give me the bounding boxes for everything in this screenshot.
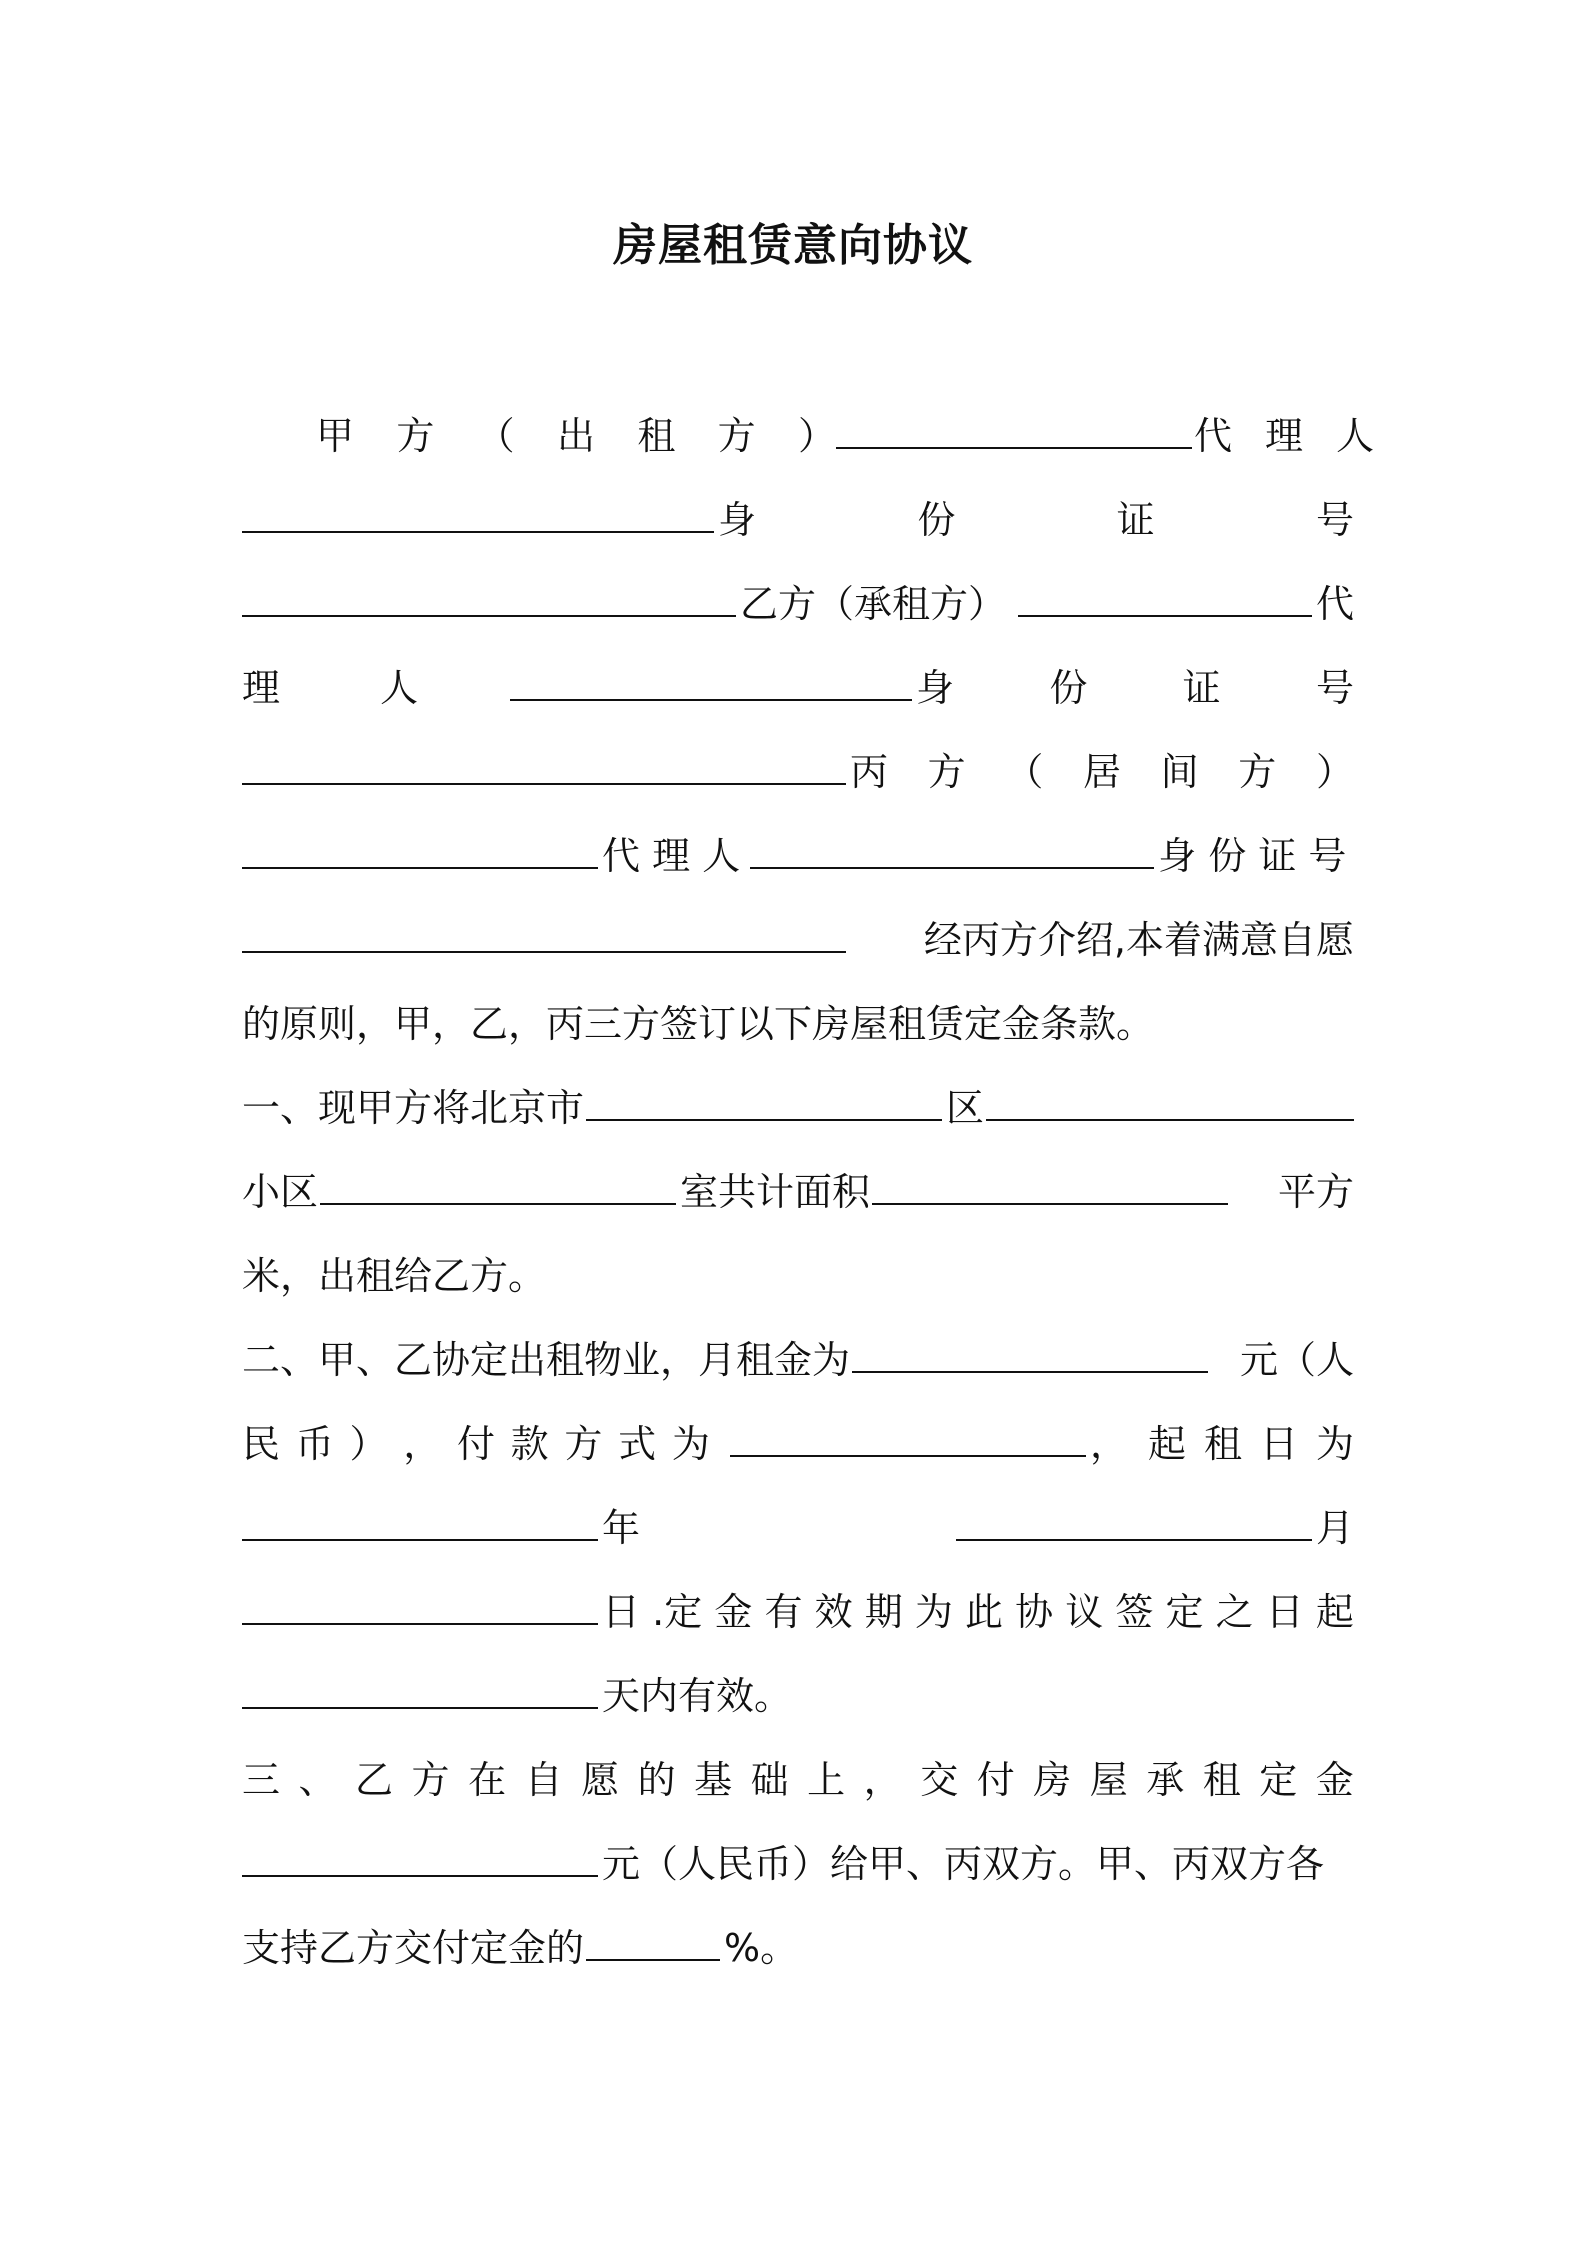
payment-method-label: 民 币 ） ， 付 款 方 式 为 (242, 1421, 710, 1466)
party-c-label: 丙 方 （ 居 间 方 ） (850, 749, 1354, 794)
community-blank[interactable] (986, 1115, 1354, 1121)
intro-line (242, 990, 1354, 1050)
deposit-amount-blank[interactable] (242, 1871, 598, 1877)
party-b-line (242, 570, 1354, 630)
clause-1-line-2 (242, 1158, 1354, 1218)
clause-1-prefix: 一、现甲方将北京市 (242, 1085, 585, 1130)
id-b-blank[interactable] (242, 779, 846, 785)
clause-1-tail: 米，出租给乙方。 (242, 1253, 547, 1298)
validity-days-blank[interactable] (242, 1703, 598, 1709)
day-blank[interactable] (242, 1619, 598, 1625)
agent-b-label-end: 理 人 (242, 665, 418, 710)
id-b-label: 身 份 证 号 (916, 665, 1354, 710)
id-a-label: 身 份 证 号 (718, 497, 1354, 542)
support-text: 支持乙方交付定金的 (242, 1925, 585, 1970)
payment-method-blank[interactable] (730, 1451, 1086, 1457)
comma: ， (1090, 1421, 1129, 1466)
intro-text-continued: 的原则，甲，乙，丙三方签订以下房屋租赁定金条款。 (242, 1001, 1155, 1046)
validity-tail: 天内有效。 (602, 1673, 793, 1718)
party-a-line (242, 402, 1374, 462)
agent-a-line (242, 486, 1354, 546)
party-c-name-blank[interactable] (242, 863, 598, 869)
clause-2-line-3 (242, 1494, 1354, 1554)
id-a-blank[interactable] (242, 611, 736, 617)
district-label: 区 (946, 1085, 985, 1130)
monthly-rent-blank[interactable] (852, 1367, 1208, 1373)
agent-c-label: 代 理 人 (602, 833, 741, 878)
area-blank[interactable] (872, 1199, 1228, 1205)
clause-3-prefix: 三 、 乙 方 在 自 愿 的 基 础 上 ， 交 付 房 屋 承 租 定 金 (242, 1757, 1354, 1802)
clause-3-line-2 (242, 1830, 1354, 1890)
validity-label: 日 .定 金 有 效 期 为 此 协 议 签 定 之 日 起 (602, 1589, 1354, 1634)
agent-b-name-blank[interactable] (510, 695, 912, 701)
party-b-label: 乙方（承租方） (740, 581, 1007, 626)
clause-3-line-1 (242, 1746, 1354, 1806)
percent-sign: %。 (724, 1925, 799, 1970)
clause-1-line-1 (242, 1074, 1354, 1134)
clause-1-line-3 (242, 1242, 1354, 1302)
deposit-tail: 元（人民币）给甲、丙双方。甲、丙双方各 (602, 1841, 1325, 1886)
clause-2-line-2 (242, 1410, 1354, 1470)
currency-open: 元（人 (1239, 1337, 1354, 1382)
room-label: 室共计面积 (680, 1169, 871, 1214)
area-unit: 平方 (1277, 1169, 1354, 1214)
month-label: 月 (1315, 1505, 1354, 1550)
intro-text: 经丙方介绍,本着满意自愿 (923, 917, 1354, 962)
clause-2-line-4 (242, 1578, 1354, 1638)
clause-3-line-3 (242, 1914, 1354, 1974)
percent-blank[interactable] (586, 1955, 720, 1961)
id-c-line (242, 906, 1354, 966)
agent-c-line (242, 822, 1354, 882)
agent-c-name-blank[interactable] (750, 863, 1154, 869)
agent-a-name-blank[interactable] (242, 527, 714, 533)
party-c-line (242, 738, 1354, 798)
year-blank[interactable] (242, 1535, 598, 1541)
clause-2-line-5 (242, 1662, 1354, 1722)
clause-2-prefix: 二、甲、乙协定出租物业，月租金为 (242, 1337, 851, 1382)
party-a-name-blank[interactable] (836, 443, 1192, 449)
document-title: 房屋租赁意向协议 (613, 220, 973, 271)
agent-b-line (242, 654, 1354, 714)
id-c-label: 身 份 证 号 (1158, 833, 1347, 878)
start-date-label: 起 租 日 为 (1148, 1421, 1354, 1466)
city-district-blank[interactable] (586, 1115, 942, 1121)
agent-a-label: 代 理 人 (1194, 413, 1374, 458)
clause-2-line-1 (242, 1326, 1354, 1386)
agent-b-label-start: 代 (1316, 581, 1355, 626)
party-b-name-blank[interactable] (1018, 611, 1312, 617)
community-label: 小区 (242, 1169, 319, 1214)
party-a-label: 甲 方 （ 出 租 方 ） (316, 413, 836, 458)
room-blank[interactable] (320, 1199, 676, 1205)
id-c-blank[interactable] (242, 947, 846, 953)
year-label: 年 (602, 1505, 641, 1550)
month-blank[interactable] (956, 1535, 1312, 1541)
